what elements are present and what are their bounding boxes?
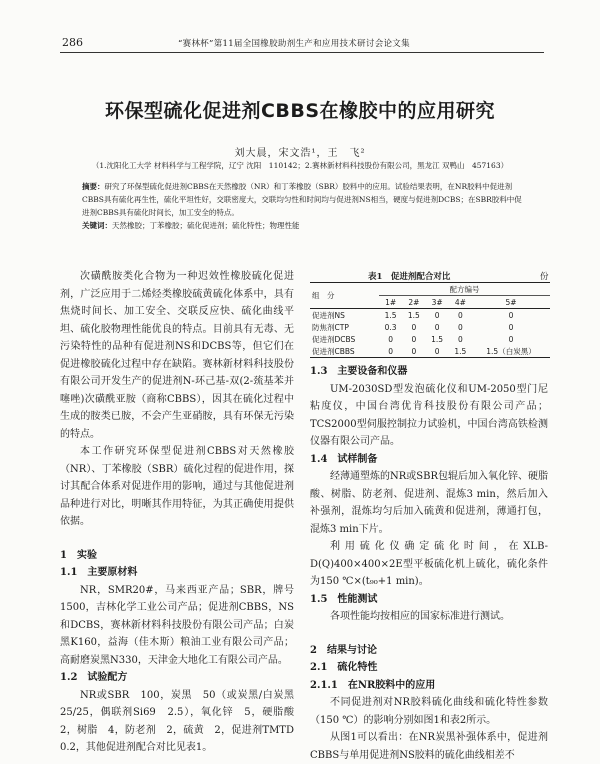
table-cell: 0 (426, 345, 449, 358)
table-cell: 0 (508, 334, 514, 344)
section-1-1-heading: 1.1 主要原材料 (60, 567, 138, 578)
header-rule (60, 52, 544, 53)
table-unit: 份 (540, 272, 549, 282)
table-cell: 0 (388, 334, 394, 344)
right-column (310, 363, 548, 764)
table-cell: 0 (411, 322, 417, 332)
tests-paragraph: 各项性能均按相应的国家标准进行测试。 (330, 611, 510, 622)
column-header: 4# (454, 297, 466, 307)
result-paragraph-2: 从图1可以看出：在NR炭黑补强体系中，促进剂CBBS与单用促进剂NS胶料的硫化曲线相差不 (310, 732, 548, 761)
table-cell: 0 (402, 345, 425, 358)
row-label: 促进剂DCBS (312, 334, 356, 344)
table-cell: 0 (472, 309, 550, 322)
abstract-text: 研究了环保型硫化促进剂CBBS在天然橡胶（NR）和丁苯橡胶（SBR）胶料中的应用。试验结果表明，在NR胶料中促进剂CBBS具有硫化再生性，硫化平坦性好，交联密度大，交联均匀性和时间均与促进剂NS相当，硬度与促进剂DCBS；在SBR胶料中促进剂CBBS具有硫化时间长，加工安全的特点。 (82, 182, 522, 217)
section-2-1-1-heading: 2.1.1 在NR胶料中的应用 (310, 679, 436, 691)
column-header: 2# (408, 297, 420, 307)
prep-paragraph-2: 利用硫化仪确定硫化时间，在XLB-D(Q)400×400×2E型平板硫化机上硫化，硫化条件为150 ℃×(t₉₀+1 min)。 (310, 541, 548, 587)
section-2-1-heading: 2.1 硫化特性 (310, 662, 378, 673)
table-cell: 1.5 (402, 309, 425, 322)
row-label: 促进剂NS (310, 309, 379, 322)
result-paragraph-1: 不同促进剂对NR胶料硫化曲线和硫化特性参数（150 ℃）的影响分别如图1和表2所示。 (310, 697, 548, 726)
prep-paragraph-1: 经薄通塑炼的NR或SBR包辊后加入氧化锌、硬脂酸、树脂、防老剂、促进剂、混炼3 min，然后加入补强剂，混炼均匀后加入硫黄和促进剂，薄通打包，混炼3 min下片。 (310, 471, 549, 535)
paper-title: 环保型硫化促进剂CBBS在橡胶中的应用研究 (104, 100, 496, 122)
component-header: 组 分 (310, 283, 379, 309)
intro-paragraph-1: 次磺酰胺类化合物为一种迟效性橡胶硫化促进剂，广泛应用于二烯烃类橡胶硫黄硫化体系中，具有焦烧时间长、加工安全、交联反应快、硫化曲线平坦、硫化胶物理性能优良的特点。目前具有无毒、无污染特性的品种有促进剂NS和DCBS等，但它们在促进橡胶硫化过程中存在缺陷。赛林新材料科技股份有限公司开发生产的促进剂N-环己基-双(2-巯基苯并噻唑)次磺酰亚胺（商称CBBS），因其在硫化过程中生成的胺类已胺，不会产生亚硝胺，具有环保无污染的特点。 (60, 271, 294, 440)
abstract-label: 摘要： (82, 182, 105, 191)
equipment-paragraph: UM-2030SD型发泡硫化仪和UM-2050型门尼粘度仪，中国台湾优肯科技股份有限公司产品；TCS2000型伺服控制拉力试验机，中国台湾高铁检测仪器有限公司产品。 (310, 383, 548, 447)
abstract (82, 180, 522, 232)
table-cell: 0 (449, 309, 472, 322)
row-label: 促进剂CBBS (310, 345, 379, 358)
table-cell: 0 (434, 322, 440, 332)
table-cell: 0 (411, 334, 417, 344)
keywords-label: 关键词： (82, 221, 112, 230)
column-header: 3# (431, 297, 443, 307)
table-cell: 1.5 (431, 334, 444, 344)
intro-paragraph-2: 本工作研究环保型促进剂CBBS对天然橡胶（NR）、丁苯橡胶（SBR）硫化过程的促进作用，探讨其配合体系对促进作用的影响，通过与其他促进剂品种进行对比，明晰其作用特征，为其正确使用提供依据。 (60, 446, 294, 527)
table-cell: 0 (426, 309, 449, 322)
page-number: 286 (62, 36, 83, 49)
table-cell: 0 (508, 322, 514, 332)
table-cell: 1.5（白炭黑） (472, 345, 550, 358)
affiliations: （1.沈阳化工大学 材料科学与工程学院，辽宁 沈阳 110142；2.赛林新材料科技股份有限公司，黑龙江 双鸭山 457163） (91, 161, 509, 170)
accelerator-table (310, 282, 550, 358)
section-2-heading: 2 结果与讨论 (310, 644, 377, 656)
left-column (60, 268, 304, 757)
column-header: 5# (505, 297, 517, 307)
column-header: 1# (385, 297, 397, 307)
table-cell: 0.3 (384, 322, 397, 332)
table-cell: 1.5 (379, 309, 402, 322)
table-caption: 表1 促进剂配合对比 (368, 272, 451, 282)
section-1-4-heading: 1.4 试样制备 (310, 453, 378, 465)
formula-group-header: 配方编号 (379, 283, 550, 296)
formula-paragraph: NR或SBR 100，炭黑 50（或炭黑/白炭黑25/25，偶联剂Si69 2.5），氧化锌 5，硬脂酸 2，树脂 4，防老剂 2，硫黄 2，促进剂TMTD 0.2，其他促进剂配合对比见表1。 (60, 689, 304, 753)
section-1-2-heading: 1.2 试验配方 (60, 672, 128, 683)
keywords-text: 天然橡胶；丁苯橡胶；硫化促进剂；硫化特性；物理性能 (112, 221, 300, 230)
row-label: 防焦剂CTP (312, 322, 349, 332)
section-1-3-heading: 1.3 主要设备和仪器 (310, 366, 408, 377)
table-cell: 0 (457, 322, 463, 332)
running-title: “赛林杯”第11届全国橡胶助剂生产和应用技术研讨会论文集 (178, 39, 410, 49)
authors: 刘大晨，宋文浩¹，王 飞² (234, 148, 366, 159)
section-1-heading: 1 实验 (60, 549, 97, 561)
section-1-5-heading: 1.5 性能测试 (310, 593, 378, 605)
table-cell: 0 (457, 334, 463, 344)
materials-paragraph: NR，SMR20#，马来西亚产品；SBR，牌号1500，吉林化学工业公司产品；促进剂CBBS，NS和DCBS，赛林新材料科技股份有限公司产品；白炭黑K160，益海（佳木斯）粮油工业有限公司产品；高耐磨炭黑N330，天津金大地化工有限公司产品。 (60, 584, 294, 666)
table-cell: 1.5 (449, 345, 472, 358)
table-cell: 0 (379, 345, 402, 358)
